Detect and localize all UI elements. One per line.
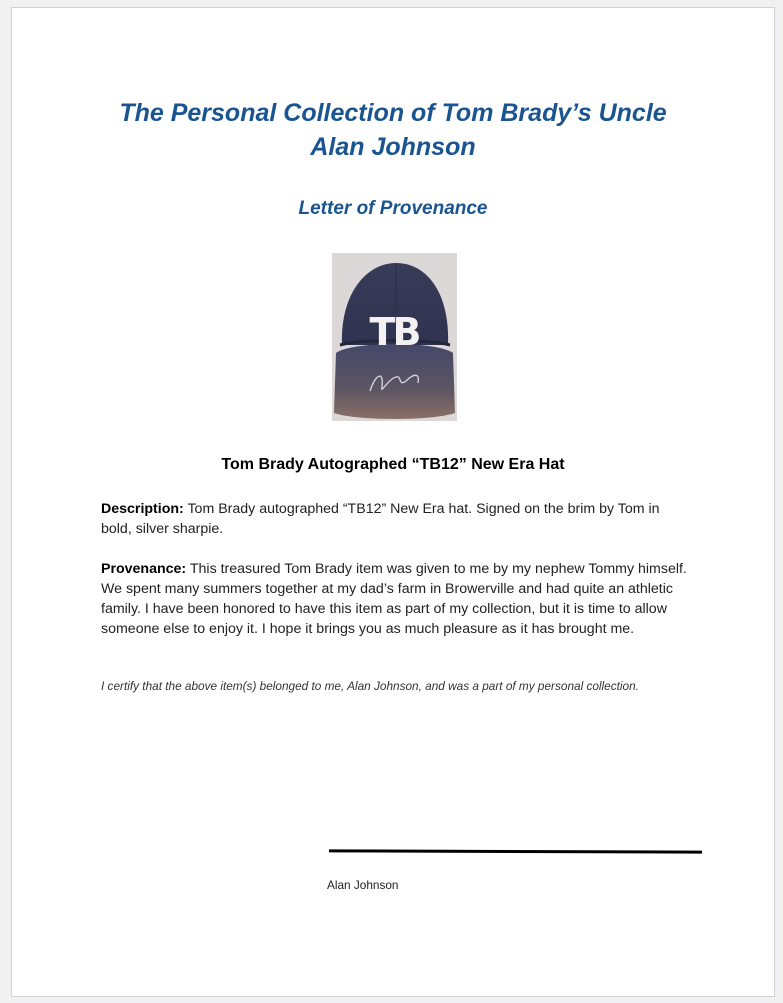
provenance-paragraph (101, 559, 689, 639)
description-paragraph (101, 499, 689, 539)
signer-name: Alan Johnson (327, 878, 399, 892)
page-title (12, 96, 774, 164)
item-title: Tom Brady Autographed “TB12” New Era Hat (221, 456, 565, 473)
title-line-1: The Personal Collection of Tom Brady’s Uncle (119, 99, 667, 127)
hat-photo (332, 253, 457, 421)
certification-statement: I certify that the above item(s) belonged to me, Alan Johnson, and was a part of my personal collection. (101, 679, 639, 693)
tb-logo: TB (369, 310, 419, 354)
signature-line (329, 849, 702, 853)
provenance-label: Provenance: (101, 561, 187, 577)
provenance-text: This treasured Tom Brady item was given to me by my nephew Tommy himself. We spent many summers together at my dad’s farm in Browerville and had quite an athletic family. I have been honored to have this item as part of my collection, but it is time to allow someone else to enjoy it. I hope it brings you as much pleasure as it has brought me. (101, 561, 687, 637)
description-label: Description: (101, 501, 184, 517)
page-subtitle: Letter of Provenance (298, 198, 488, 219)
title-line-2: Alan Johnson (310, 133, 476, 161)
hat-image (332, 253, 457, 421)
description-text: Tom Brady autographed “TB12” New Era hat. Signed on the brim by Tom in bold, silver sharpie. (101, 501, 660, 537)
letter-page (11, 7, 775, 997)
